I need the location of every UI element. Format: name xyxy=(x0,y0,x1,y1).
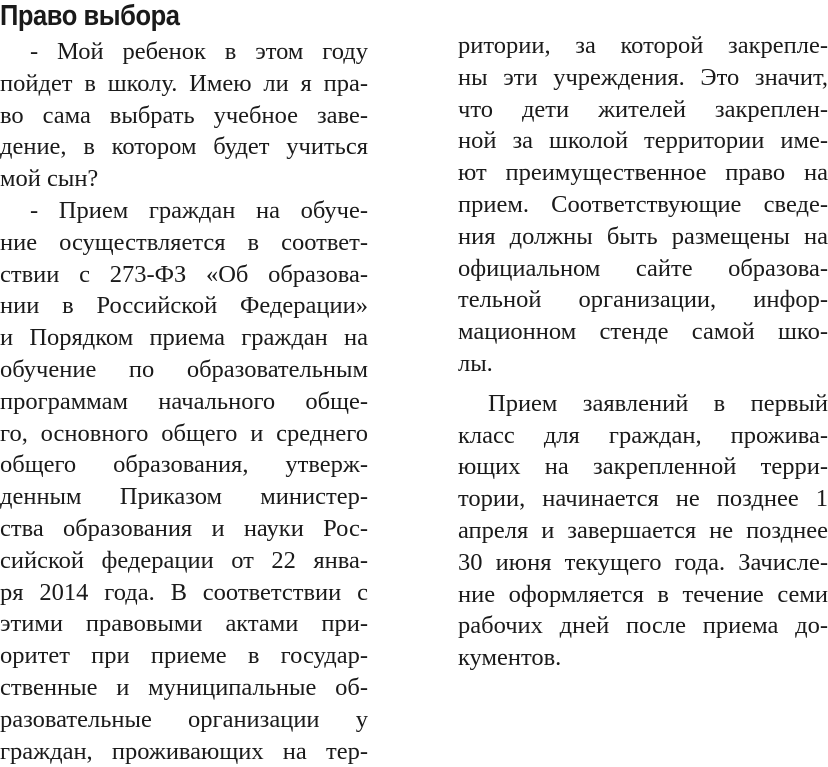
text-line: го, основного общего и среднего xyxy=(0,419,368,447)
text-line: - Мой ребенок в этом году xyxy=(30,38,368,65)
text-line: тории, начинается не позднее 1 xyxy=(458,485,828,513)
text-line: ря 2014 года. В соответствии с xyxy=(0,578,368,606)
text-line: лы. xyxy=(458,349,493,377)
text-line: ние осуществляется в соответ- xyxy=(0,228,368,256)
left-column xyxy=(0,36,368,767)
text-line: что дети жителей закреплен- xyxy=(458,95,828,123)
text-line: мационном стенде самой шко- xyxy=(458,318,828,346)
text-line: сийской федерации от 22 янва- xyxy=(0,546,368,574)
text-line: мой сын? xyxy=(0,165,99,193)
text-line: ритории, за которой закрепле- xyxy=(458,32,828,59)
text-line: дение, в котором будет учиться xyxy=(0,133,368,161)
text-line: - Прием граждан на обуче- xyxy=(30,196,368,224)
text-line: нии в Российской Федерации» xyxy=(0,292,368,320)
text-line: ющих на закрепленной терри- xyxy=(458,453,828,481)
text-line: ны эти учреждения. Это значит, xyxy=(458,63,828,91)
text-line: оритет при приеме в государ- xyxy=(0,642,368,670)
text-line: тельной организации, инфор- xyxy=(458,286,828,314)
text-line: ние оформляется в течение семи xyxy=(458,580,828,608)
text-line: апреля и завершается не позднее xyxy=(458,516,828,544)
text-line: 30 июня текущего года. Зачисле- xyxy=(458,548,828,576)
text-line: разовательные организации у xyxy=(0,705,368,733)
text-line: во сама выбрать учебное заве- xyxy=(0,101,368,129)
text-line: и Порядком приема граждан на xyxy=(0,324,368,352)
text-line: пойдет в школу. Имею ли я пра- xyxy=(0,69,368,97)
text-line: класс для граждан, прожива- xyxy=(458,421,828,449)
text-line: ства образования и науки Рос- xyxy=(0,514,368,542)
text-line: ной за школой территории име- xyxy=(458,127,828,155)
right-column xyxy=(458,30,828,674)
text-line: официальном сайте образова- xyxy=(458,254,828,282)
text-line: общего образования, утверж- xyxy=(0,451,368,479)
text-line: ния должны быть размещены на xyxy=(458,222,828,250)
text-line: рабочих дней после приема до- xyxy=(458,612,828,640)
text-line: ствии с 273-ФЗ «Об образова- xyxy=(0,260,368,288)
article-title: Право выбора xyxy=(0,0,180,32)
text-line: этими правовыми актами при- xyxy=(0,610,368,638)
text-line: кументов. xyxy=(458,644,562,672)
text-line: программам начального обще- xyxy=(0,387,368,415)
text-line: граждан, проживающих на тер- xyxy=(0,737,368,765)
text-line: ственные и муниципальные об- xyxy=(0,673,368,701)
text-line: прием. Соответствующие сведе- xyxy=(458,190,828,218)
text-line: ют преимущественное право на xyxy=(458,159,828,187)
text-line: Прием заявлений в первый xyxy=(488,389,828,417)
text-line: денным Приказом министер- xyxy=(0,483,368,511)
text-line: обучение по образовательным xyxy=(0,355,368,383)
